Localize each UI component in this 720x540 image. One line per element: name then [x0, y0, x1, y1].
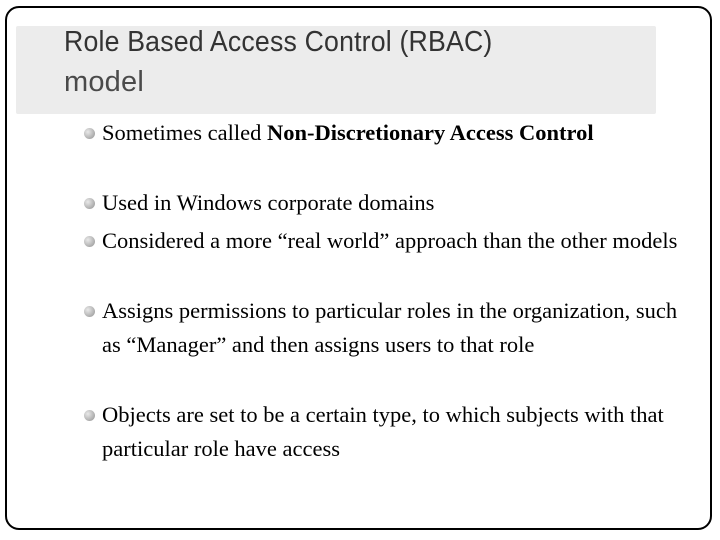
- bullet-icon: [84, 128, 95, 139]
- slide-title-line-2: model: [64, 66, 144, 98]
- bullet-icon: [84, 236, 95, 247]
- bullet-item-1: [102, 116, 682, 150]
- bullet-item-2: [102, 186, 682, 220]
- slide-title-line-1: Role Based Access Control (RBAC): [64, 26, 493, 58]
- bullet-text-bold: Non-Discretionary Access Control: [266, 120, 594, 145]
- bullet-item-3: [102, 224, 682, 258]
- bullet-item-5: [102, 398, 682, 466]
- bullet-icon: [84, 198, 95, 209]
- bullet-icon: [84, 410, 95, 421]
- bullet-text: Assigns permissions to particular roles in the organization, such as “Manager” and then assigns users to that role: [102, 298, 678, 357]
- bullet-icon: [84, 306, 95, 317]
- bullet-text: Objects are set to be a certain type, to which subjects with that particular role have access: [102, 402, 664, 461]
- bullet-item-4: [102, 294, 682, 362]
- bullet-text: Used in Windows corporate domains: [102, 190, 435, 215]
- bullet-text: Considered a more “real world” approach than the other models: [102, 228, 678, 253]
- bullet-text: Sometimes called: [102, 120, 267, 145]
